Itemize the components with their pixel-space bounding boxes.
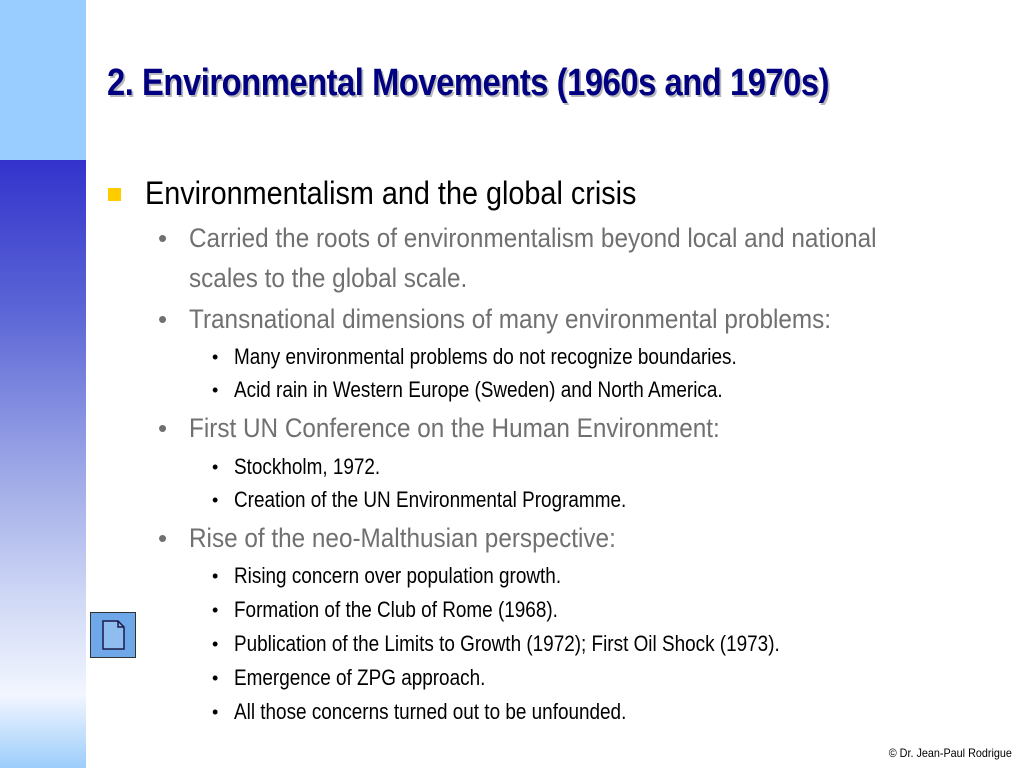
bullet-dot-icon: • — [212, 347, 219, 367]
slide-title: 2. Environmental Movements (1960s and 1970s) — [107, 62, 830, 104]
bullet-dot-icon: • — [158, 304, 168, 334]
bullet-dot-icon: • — [212, 668, 219, 688]
square-bullet-icon — [108, 188, 121, 201]
bullet-dot-icon: • — [212, 457, 219, 477]
bullet-dot-icon: • — [158, 413, 168, 443]
detail-bullet-text: Creation of the UN Environmental Programme. — [234, 487, 627, 512]
detail-bullet-text: Rising concern over population growth. — [234, 563, 562, 588]
bullet-dot-icon: • — [212, 566, 219, 586]
bullet-dot-icon: • — [212, 600, 219, 620]
bullet-dot-icon: • — [212, 634, 219, 654]
sub-bullet-text: Rise of the neo-Malthusian perspective: — [189, 523, 616, 553]
detail-bullet-text: Many environmental problems do not recognize boundaries. — [234, 344, 737, 369]
document-icon[interactable] — [90, 612, 136, 658]
sub-bullet-text: Carried the roots of environmentalism beyond local and national — [189, 223, 877, 253]
sub-bullet-text: Transnational dimensions of many environmental problems: — [189, 304, 832, 334]
sub-bullet-text: scales to the global scale. — [189, 263, 468, 293]
detail-bullet-text: Emergence of ZPG approach. — [234, 665, 486, 690]
sub-bullet-text: First UN Conference on the Human Environment: — [189, 413, 720, 443]
document-icon-glyph — [91, 613, 135, 657]
sidebar-top-band — [0, 0, 86, 160]
sidebar-gradient-band — [0, 160, 86, 768]
bullet-dot-icon: • — [212, 490, 219, 510]
bullet-dot-icon: • — [158, 523, 168, 553]
detail-bullet-text: Stockholm, 1972. — [234, 454, 381, 479]
bullet-dot-icon: • — [158, 223, 168, 253]
main-bullet-text: Environmentalism and the global crisis — [145, 175, 637, 211]
bullet-dot-icon: • — [212, 702, 219, 722]
detail-bullet-text: All those concerns turned out to be unfounded. — [234, 699, 627, 724]
bullet-dot-icon: • — [212, 380, 219, 400]
copyright-footer: © Dr. Jean-Paul Rodrigue — [888, 746, 1012, 760]
detail-bullet-text: Formation of the Club of Rome (1968). — [234, 597, 558, 622]
detail-bullet-text: Acid rain in Western Europe (Sweden) and North America. — [234, 377, 723, 402]
detail-bullet-text: Publication of the Limits to Growth (1972); First Oil Shock (1973). — [234, 631, 780, 656]
